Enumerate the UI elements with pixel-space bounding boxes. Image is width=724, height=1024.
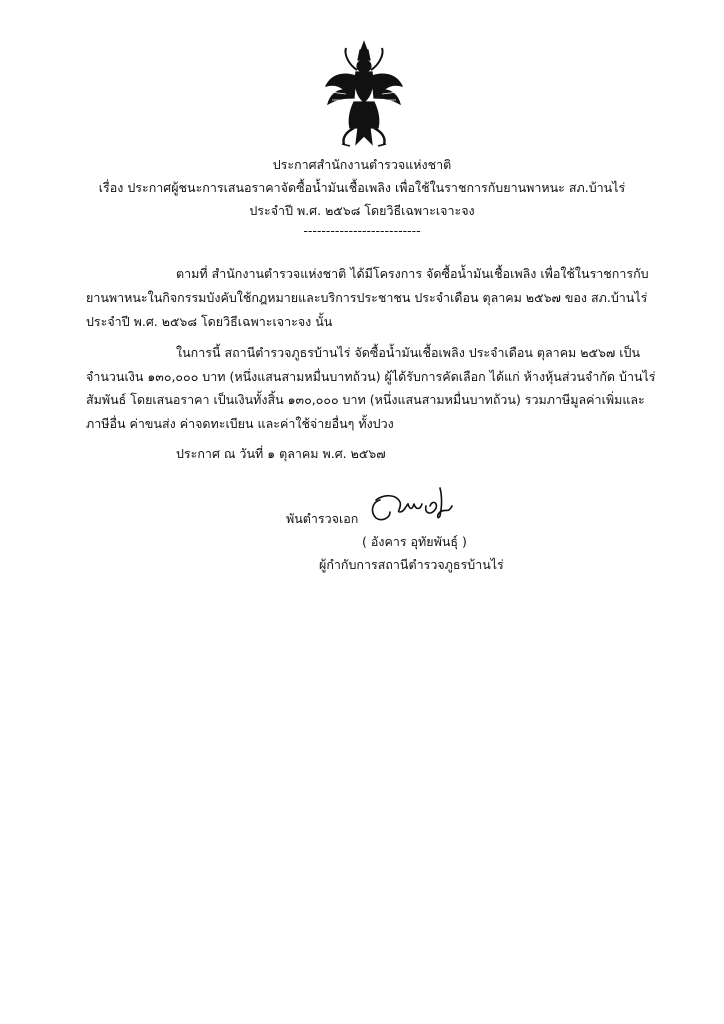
paragraph1-line1: ตามที่ สำนักงานตำรวจแห่งชาติ ได้มีโครงการ จัดซื้อน้ำมันเชื้อเพลิง เพื่อใช้ในราชการกับ: [176, 266, 649, 281]
paragraph2-line4: ภาษีอื่น ค่าขนส่ง ค่าจดทะเบียน และค่าใช้จ่ายอื่นๆ ทั้งปวง: [86, 416, 394, 431]
paragraph2-line3: สัมพันธ์ โดยเสนอราคา เป็นเงินทั้งสิ้น ๑๓๐,๐๐๐ บาท (หนึ่งแสนสามหมื่นบาทถ้วน) รวมภาษีมูลค่าเพิ่มและ: [86, 392, 645, 407]
paragraph1-line3: ประจำปี พ.ศ. ๒๕๖๘ โดยวิธีเฉพาะเจาะจง นั้น: [86, 314, 333, 329]
paragraph1-line2: ยานพาหนะในกิจกรรมบังคับใช้กฎหมายและบริการประชาชน ประจำเดือน ตุลาคม ๒๕๖๗ ของ สภ.บ้านไร่: [86, 290, 648, 305]
announce-date: ประกาศ ณ วันที่ ๑ ตุลาคม พ.ศ. ๒๕๖๗: [176, 446, 386, 461]
signatory-position: ผู้กำกับการสถานีตำรวจภูธรบ้านไร่: [319, 557, 504, 572]
agency-title: ประกาศสำนักงานตำรวจแห่งชาติ: [272, 157, 452, 172]
separator-line: --------------------------: [303, 223, 421, 238]
subject-line: เรื่อง ประกาศผู้ชนะการเสนอราคาจัดซื้อน้ำมันเชื้อเพลิง เพื่อใช้ในราชการกับยานพาหนะ สภ.บ้านไร่: [98, 180, 626, 195]
signatory-name: ( อังคาร อุทัยพันธุ์ ): [362, 534, 467, 549]
paragraph2-line2: จำนวนเงิน ๑๓๐,๐๐๐ บาท (หนึ่งแสนสามหมื่นบาทถ้วน) ผู้ได้รับการคัดเลือก ได้แก่ ห้างหุ้นส่วนจำกัด บ้านไร่: [86, 369, 656, 384]
paragraph2-line1: ในการนี้ สถานีตำรวจภูธรบ้านไร่ จัดซื้อน้ำมันเชื้อเพลิง ประจำเดือน ตุลาคม ๒๕๖๗ เป็น: [176, 345, 641, 360]
garuda-emblem-icon: [324, 40, 404, 150]
signatory-rank: พันตำรวจเอก: [286, 511, 359, 526]
fiscal-year-line: ประจำปี พ.ศ. ๒๕๖๘ โดยวิธีเฉพาะเจาะจง: [249, 203, 475, 218]
handwritten-signature: [366, 486, 462, 524]
